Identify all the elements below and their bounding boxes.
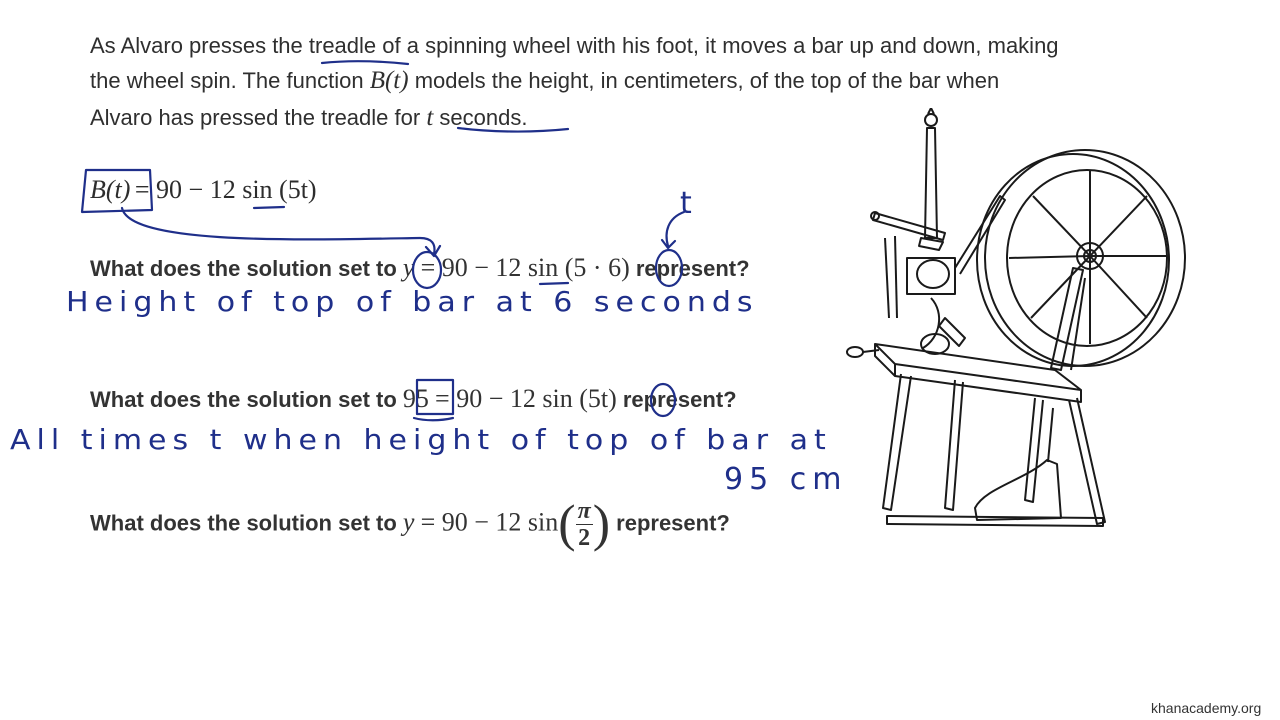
problem-line-2: the wheel spin. The function B(t) models the height, in centimeters, of the top of the bar when [90, 67, 1000, 94]
question-1: What does the solution set to y = 90 − 12 sin (5 · 6) represent? [90, 253, 750, 282]
fraction-pi-over-2: $\frac{\pi}{2}$ [577, 498, 591, 551]
underline-12-q1 [540, 283, 568, 284]
arrowhead-6 [662, 240, 675, 248]
leg-front-right [1025, 398, 1043, 502]
leg-back-right [1069, 398, 1105, 524]
question-2: What does the solution set to 95 = 90 − 12 sin (5t) represent? [90, 384, 737, 413]
underline-95 [414, 418, 453, 420]
handwritten-t-note: t [680, 186, 698, 221]
table-top [875, 344, 1081, 390]
spinning-wheel-illustration [835, 108, 1187, 542]
problem-line-3: Alvaro has pressed the treadle for t seconds. [90, 104, 528, 131]
equation-rhs: = 90 − 12 sin (5t) [134, 175, 317, 204]
distaff [925, 128, 937, 238]
question-3: What does the solution set to y = 90 − 12 sin( $\frac{\pi}{2}$ ) represent? [90, 495, 730, 553]
arrow-bt-to-y [122, 208, 434, 254]
problem-line-1: As Alvaro presses the treadle of a spinning wheel with his foot, it moves a bar up and down, making [90, 33, 1059, 58]
handwritten-answer-2-units: 95 cm [724, 462, 848, 497]
handwritten-answer-1: Height of top of bar at 6 seconds [66, 286, 759, 319]
equation-lhs: B(t) [90, 175, 131, 204]
model-equation [90, 175, 317, 205]
time-variable: t [426, 104, 434, 131]
function-name: B(t) [369, 67, 409, 94]
treadle [975, 460, 1061, 520]
leg-back-left [945, 380, 963, 510]
underline-12 [254, 207, 284, 208]
watermark: khanacademy.org [1151, 700, 1262, 716]
handwritten-answer-2: All times t when height of top of bar at [10, 424, 832, 457]
leg-front-left [883, 374, 911, 510]
